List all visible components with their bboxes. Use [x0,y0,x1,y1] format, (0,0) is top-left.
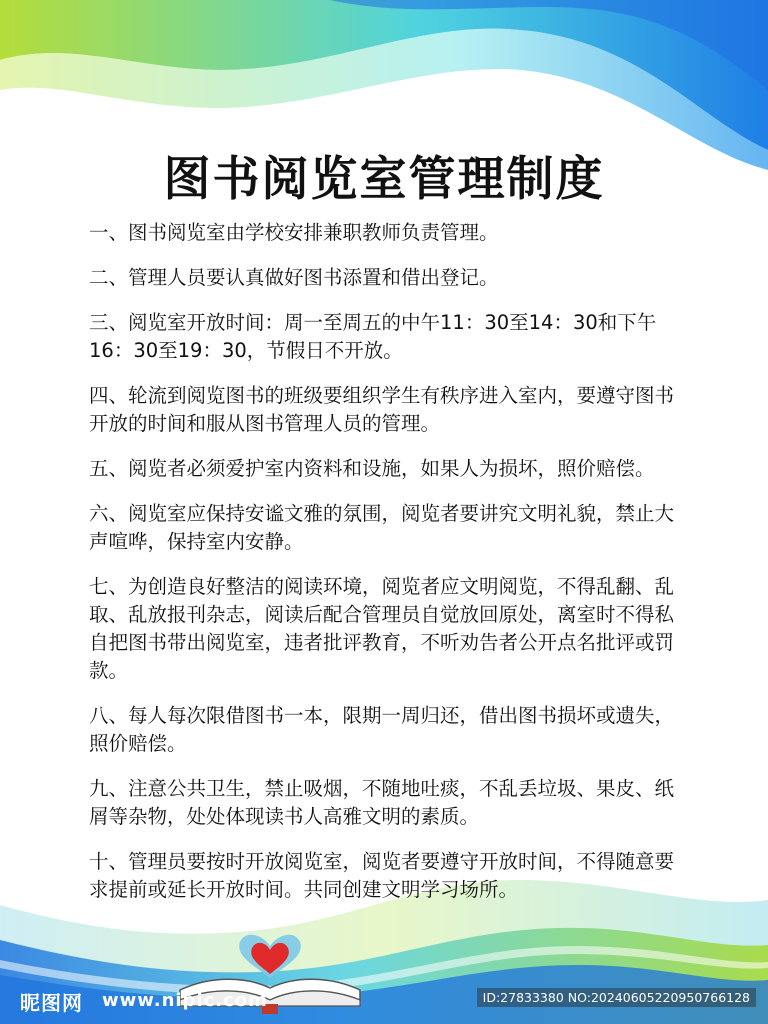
rule-item-3: 三、阅览室开放时间：周一至周五的中午11：30至14：30和下午16：30至19：30，节假日不开放。 [89,311,657,362]
rule-item-10: 十、管理员要按时开放阅览室，阅览者要遵守开放时间，不得随意要求提前或延长开放时间。共同创建文明学习场所。 [89,850,675,901]
watermark-id: ID:27833380 NO:20240605220950766128 [477,988,756,1007]
rule-item-9: 九、注意公共卫生，禁止吸烟，不随地吐痰，不乱丢垃圾、果皮、纸屑等杂物，处处体现读书人高雅文明的素质。 [89,777,675,828]
rule-item-4: 四、轮流到阅览图书的班级要组织学生有秩序进入室内，要遵守图书开放的时间和服从图书管理人员的管理。 [89,384,675,435]
rule-item-8: 八、每人每次限借图书一本，限期一周归还，借出图书损坏或遗失，照价赔偿。 [89,704,675,755]
rule-item-1: 一、图书阅览室由学校安排兼职教师负责管理。 [89,221,499,244]
rule-item-2: 二、管理人员要认真做好图书添置和借出登记。 [89,266,499,289]
watermark-logo: 昵图网 [20,991,83,1015]
page-title: 图书阅览室管理制度 [163,152,605,207]
rule-item-6: 六、阅览室应保持安谧文雅的氛围，阅览者要讲究文明礼貌，禁止大声喧哗，保持室内安静。 [89,502,675,553]
watermark-url: www.nipic.com [102,990,268,1011]
rule-item-7: 七、为创造良好整洁的阅读环境，阅览者应文明阅览，不得乱翻、乱取、乱放报刊杂志，阅读后配合管理员自觉放回原处，离室时不得私自把图书带出阅览室，违者批评教育，不听劝告者公开点名批评或罚款。 [89,575,675,682]
rules-list [89,219,689,921]
rule-item-5: 五、阅览者必须爱护室内资料和设施，如果人为损坏，照价赔偿。 [89,457,655,480]
